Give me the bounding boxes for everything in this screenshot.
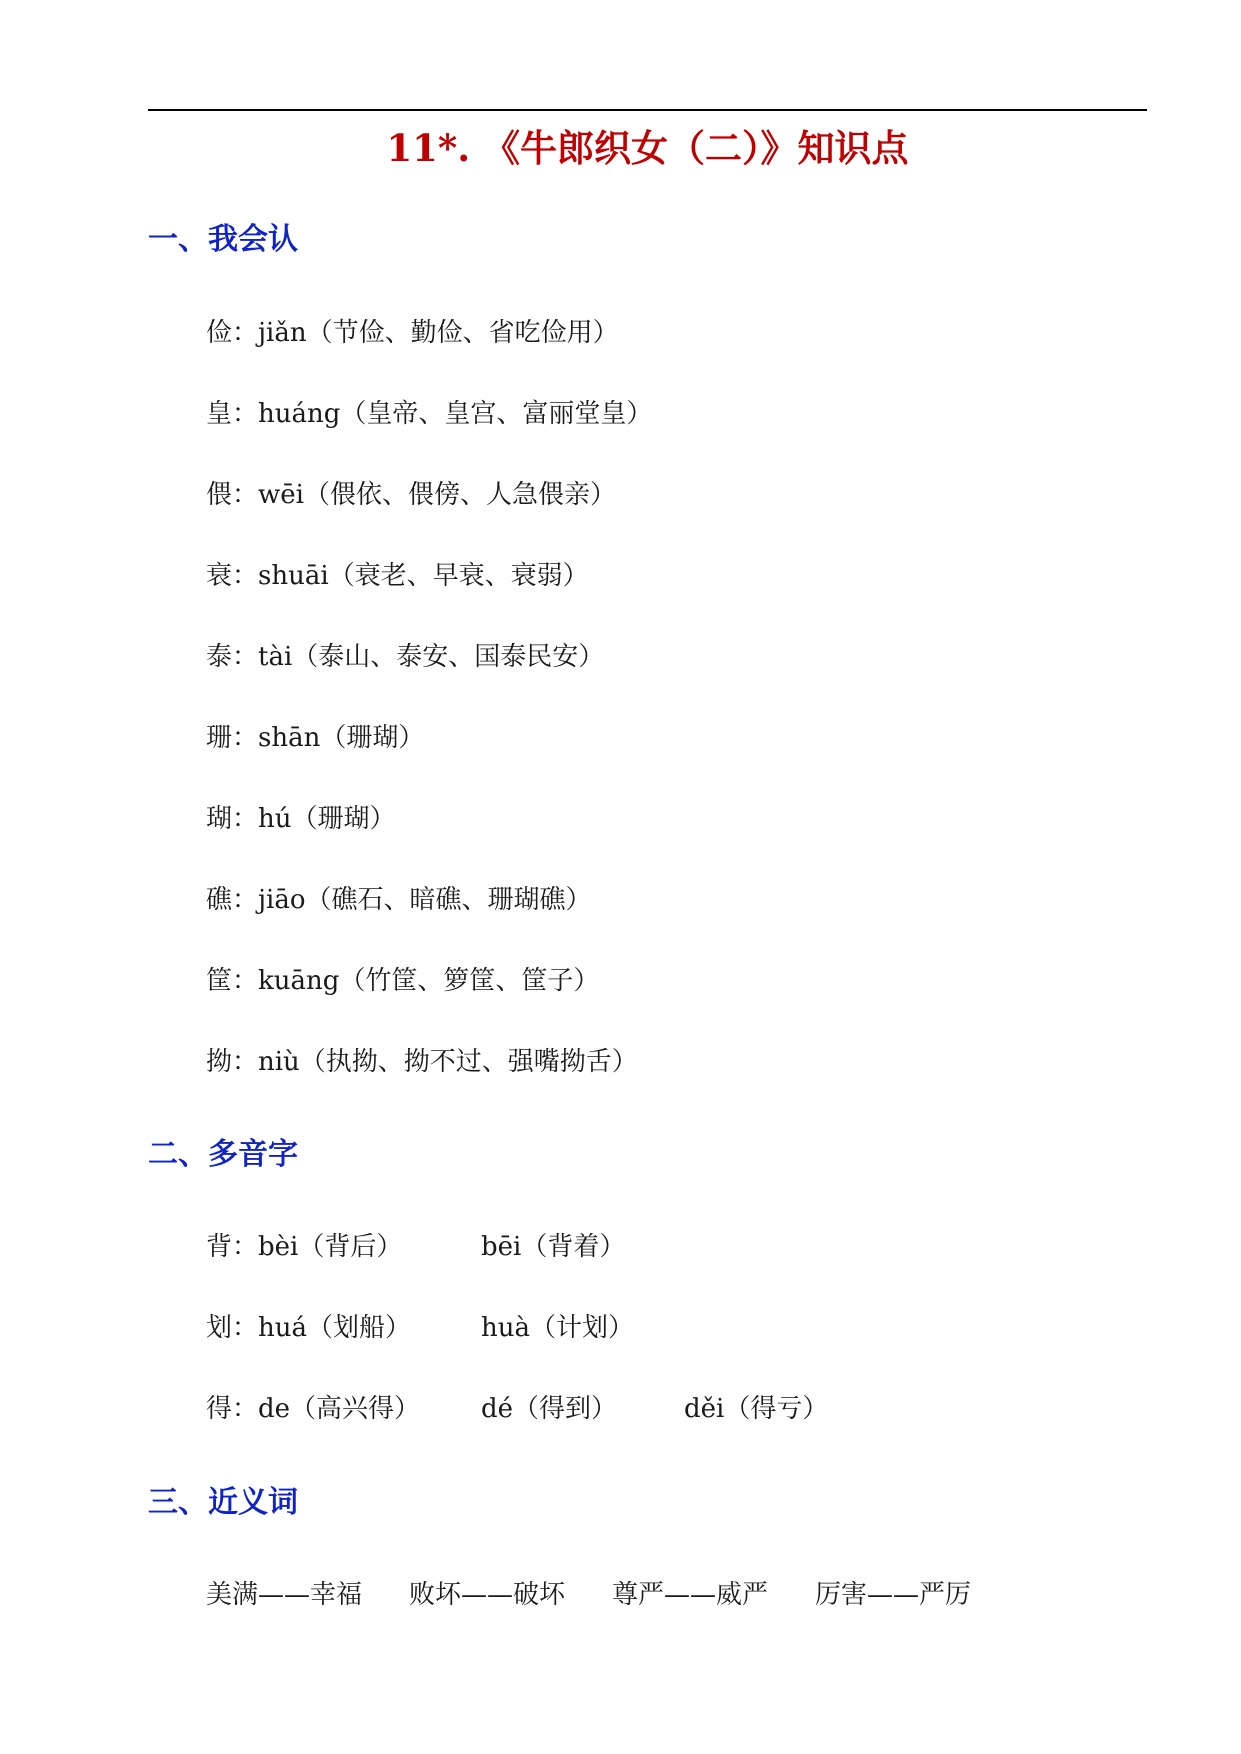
char-item: 皇：huáng（皇帝、皇宫、富丽堂皇）: [206, 399, 653, 429]
char-item: 瑚：hú（珊瑚）: [206, 804, 396, 834]
polyphone-reading: 背：bèi（背后）: [206, 1232, 403, 1262]
section-heading-recognize: 一、我会认: [148, 222, 298, 257]
char-item: 偎：wēi（偎依、偎傍、人急偎亲）: [206, 480, 616, 510]
polyphone-reading: 得：de（高兴得）: [206, 1394, 421, 1424]
synonym-pair: 尊严——威严: [612, 1580, 769, 1610]
synonym-pair: 美满——幸福: [206, 1580, 363, 1610]
section-heading-synonyms: 三、近义词: [148, 1485, 298, 1520]
char-item: 泰：tài（泰山、泰安、国泰民安）: [206, 642, 605, 672]
polyphone-row: [206, 1308, 1106, 1348]
polyphone-reading: 划：huá（划船）: [206, 1313, 411, 1343]
polyphone-row: [206, 1227, 1106, 1267]
char-item: 俭：jiǎn（节俭、勤俭、省吃俭用）: [206, 318, 619, 348]
polyphone-row: [206, 1389, 1106, 1429]
synonym-pair: 败坏——破坏: [409, 1580, 566, 1610]
polyphone-reading: dé（得到）: [481, 1394, 618, 1424]
header-rule: [148, 109, 1147, 111]
char-item: 筐：kuāng（竹筐、箩筐、筐子）: [206, 966, 600, 996]
polyphone-reading: bēi（背着）: [481, 1232, 626, 1262]
char-item: 拗：niù（执拗、拗不过、强嘴拗舌）: [206, 1047, 638, 1077]
synonym-pair: 厉害——严厉: [815, 1580, 972, 1610]
polyphone-reading: děi（得亏）: [684, 1394, 829, 1424]
char-item: 衰：shuāi（衰老、早衰、衰弱）: [206, 561, 589, 591]
page-title: 11*. 《牛郎织女（二）》知识点: [386, 126, 909, 170]
char-item: 礁：jiāo（礁石、暗礁、珊瑚礁）: [206, 885, 592, 915]
section-heading-polyphones: 二、多音字: [148, 1137, 298, 1172]
synonym-row: [206, 1575, 1106, 1615]
polyphone-reading: huà（计划）: [481, 1313, 634, 1343]
char-item: 珊：shān（珊瑚）: [206, 723, 425, 753]
